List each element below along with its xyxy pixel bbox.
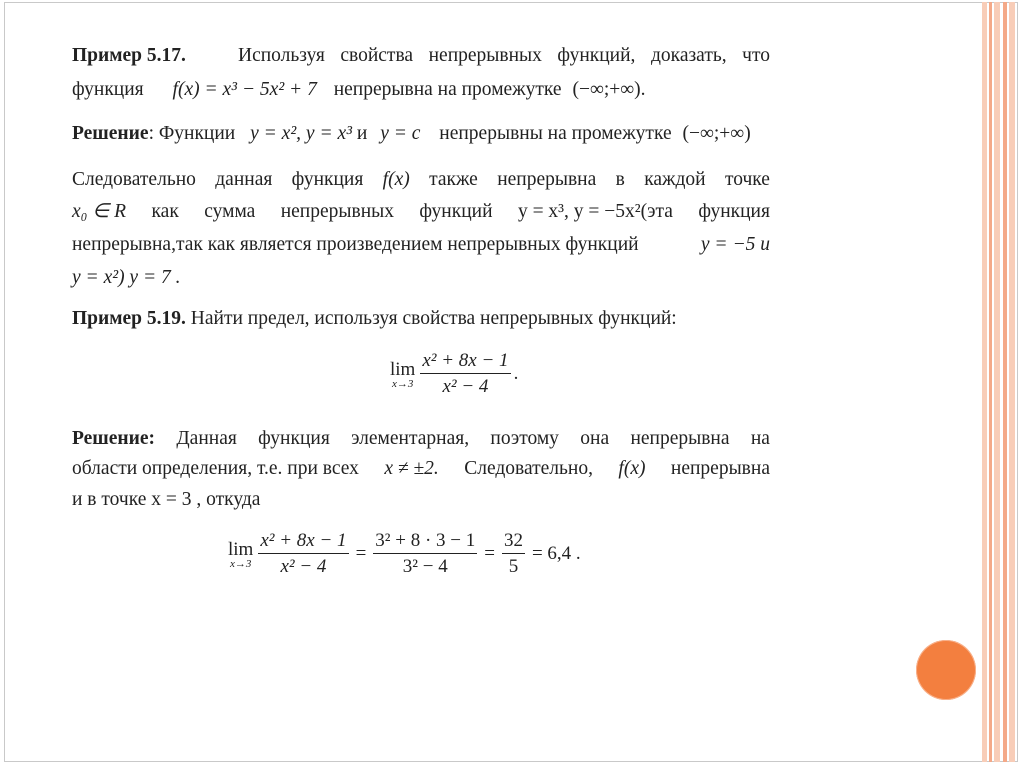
formula-fx: f(x) (618, 458, 646, 479)
solution2-line2 (72, 457, 770, 481)
word: также (429, 169, 478, 190)
word: Данная (176, 428, 237, 449)
example2-line1 (72, 307, 677, 331)
equals-sign: = (484, 543, 495, 564)
denominator: x² − 4 (280, 556, 327, 577)
example1-continuous: непрерывна на промежутке (333, 79, 562, 100)
word: функция (258, 428, 330, 449)
word: области определения, т.е. при всех (72, 458, 359, 479)
period: . (513, 363, 519, 384)
fraction (373, 530, 477, 578)
word: непрерывна (630, 428, 730, 449)
word: сумма (204, 201, 256, 222)
word: Следовательно (72, 169, 196, 190)
word: в (615, 169, 625, 190)
word: функций (419, 201, 493, 222)
formula-sum: y = x³, y = −5x²(эта (517, 201, 673, 222)
decor-stripe (982, 2, 987, 762)
lim-word: lim (390, 358, 416, 380)
example1-interval: (−∞;+∞). (572, 79, 646, 100)
word: поэтому (490, 428, 559, 449)
solution2-line1 (72, 427, 770, 451)
limit-operator (390, 359, 415, 390)
solution1-line4-text: непрерывна,так как является произведением непрерывных функций (72, 234, 639, 255)
decor-stripe (1003, 2, 1007, 762)
solution1-line2 (72, 168, 770, 192)
solution1-yc: y = c (380, 123, 421, 144)
word: данная (215, 169, 273, 190)
word: непрерывна (497, 169, 597, 190)
word: каждой (644, 169, 706, 190)
fraction (258, 530, 348, 578)
example1-formula: f(x) = x³ − 5x² + 7 (172, 79, 317, 100)
example2-title: Пример 5.19. (72, 308, 186, 329)
example1-title: Пример 5.17. (72, 45, 186, 66)
word: точке (724, 169, 770, 190)
lim-subscript: x→3 (391, 377, 414, 390)
numerator: x² + 8x − 1 (420, 350, 510, 374)
decor-stripe (1009, 2, 1015, 762)
decor-stripe (989, 2, 992, 762)
denominator: x² − 4 (442, 376, 489, 397)
solution1-funcs: y = x², y = x³ (250, 123, 352, 144)
formula-fx: f(x) (382, 169, 410, 190)
solution1-functions-text: : Функции (148, 123, 236, 144)
solution1-label: Решение (72, 123, 149, 144)
denominator: 5 (508, 556, 519, 577)
fraction (502, 530, 525, 578)
word: непрерывна (670, 458, 770, 479)
formula-x-ne: x ≠ ±2. (384, 458, 439, 479)
word: непрерывных (280, 201, 394, 222)
word: как (151, 201, 179, 222)
formula-x0: x₀ ∈ R (72, 201, 127, 222)
example2-task: Найти предел, используя свойства непрерывных функций: (190, 308, 677, 329)
example1-line2 (72, 78, 646, 102)
numerator: 32 (502, 530, 525, 554)
solution1-and: и (356, 123, 368, 144)
decor-orange-circle (916, 640, 976, 700)
word: Следовательно, (464, 458, 593, 479)
solution1-interval: (−∞;+∞) (682, 123, 751, 144)
example1-line1 (72, 44, 770, 68)
equals-sign: = (355, 543, 367, 564)
word: элементарная, (351, 428, 470, 449)
word: функция (291, 169, 364, 190)
solution2-line3: и в точке x = 3 , откуда (72, 489, 261, 510)
lim-word: lim (228, 538, 254, 560)
word: на (750, 428, 770, 449)
solution1-line3 (72, 200, 770, 224)
solution1-line1 (72, 122, 751, 146)
solution1-continuous: непрерывны на промежутке (439, 123, 672, 144)
solution1-line4-tail: y = −5 и (700, 234, 770, 255)
limit-operator (228, 539, 253, 570)
example2-limit (390, 350, 518, 398)
word: она (580, 428, 610, 449)
solution2-label: Решение: (72, 428, 156, 449)
lim-subscript: x→3 (229, 557, 252, 570)
denominator: 3² − 4 (402, 556, 448, 577)
solution2-calculation (228, 530, 581, 578)
example1-word-function: функция (72, 79, 144, 100)
decor-stripe (994, 2, 1000, 762)
solution1-line5: y = x²) y = 7 . (72, 267, 181, 288)
solution1-line4 (72, 233, 770, 257)
result: = 6,4 . (531, 543, 581, 564)
example1-task: Используя свойства непрерывных функций, доказать, что (238, 45, 770, 66)
numerator: 3² + 8 · 3 − 1 (373, 530, 477, 554)
word: функция (698, 201, 770, 222)
numerator: x² + 8x − 1 (258, 530, 348, 554)
fraction (420, 350, 510, 398)
